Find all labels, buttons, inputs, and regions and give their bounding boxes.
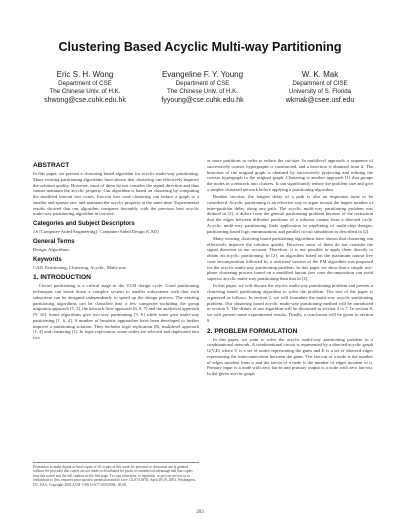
author-dept: Department of CISE bbox=[292, 80, 348, 87]
categories-heading: Categories and Subject Descriptors bbox=[33, 221, 135, 227]
author-2 bbox=[145, 70, 260, 106]
body-paragraph: Besides cut-size, the longest delay of a path is also an important issue to be considered. Acyclic partitioning is an effective way to argue toward the largest number of inter-partition delay along any path. The acyclic multi-way partitioning problem was defined in [2], it differs from the general partitioning problem because of the restriction that the edges between different partitions of a solution cannot form a directed cycle. Acyclic multi-way partitioning finds application in pipelining of multi-chip designs, partitioning based logic minimization, and parallel circuit simulation as described in [2]. bbox=[207, 194, 373, 234]
keywords-text: CAD, Partitioning, Clustering, Acyclic, Multi-way bbox=[33, 264, 127, 270]
right-column bbox=[207, 158, 373, 378]
terms-heading: General Terms bbox=[33, 238, 75, 245]
abstract-text: In this paper, we present a clustering based algorithm for acyclic multi-way partitioning. Many existing partitioning algorithms have shown that clustering can effectively improve the solution quality. However, most of them do not consider the signal direction and thus cannot maintain the acyclic property. Our algorithm is based on clustering by computing the modified fan-out free cones. Fan-out free cone clustering can reduce a graph to a smaller and sparser one, and maintain the acyclic property at the same time. Experimental results showed that our algorithm compares favorably with the previous best acyclic multi-way partitioning algorithm in cut-size. bbox=[33, 171, 199, 217]
section-1-heading: 1. INTRODUCTION bbox=[33, 274, 91, 282]
author-email: fyyoung@cse.cuhk.edu.hk bbox=[161, 97, 244, 104]
author-name: Eric S. H. Wong bbox=[56, 70, 114, 79]
author-dept: Department of CSE bbox=[175, 80, 230, 87]
author-3 bbox=[265, 70, 375, 106]
author-dept: Department of CSE bbox=[58, 80, 112, 87]
section-2-heading: 2. PROBLEM FORMULATION bbox=[207, 327, 298, 335]
author-inst: University of S. Florida bbox=[288, 88, 352, 95]
copyright-notice: Permission to make digital or hard copies of all or part of this work for personal or classroom use is granted without fee provided that copies are not made or distributed for profit or commercial advantage and that copies bear this notice and the full citation on the first page. To copy otherwise, to republish, to post on servers or to redistribute to lists, requires prior specific permission and/or a fee. GLSVLSI'03, April 28-29, 2003, Washington, DC, USA. Copyright 2003 ACM 1-58113-677-3/03/0004...$5.00. bbox=[33, 462, 199, 487]
categories-text: J.6 [Computer-Aided Engineering]: Computer-Aided Design (CAD) bbox=[33, 229, 159, 234]
section-1-paragraph: Circuit partitioning is a critical stage in the VLSI design cycle. Good partitioning techniques can break down a complex system to smaller subsystems such that each subsystem can be designed independently to speed up the design process. The existing partitioning algorithms can be classified into a few categories including the group migration approach [5, 3], the network flow approach [6, 6, 7] and the analytical approach [9, 10]. Some algorithms give two-way partitioning [5, 6] while some give multi-way partitioning [1, 6, 4]. A number of heuristic approaches have been developed to further improve a partitioning solution. They includes logic replication [8], multilevel approach [1, 4] and clustering [1]. In logic replication, some nodes are selected and duplicated into two bbox=[33, 283, 199, 340]
abstract-heading: ABSTRACT bbox=[33, 162, 70, 169]
author-inst: The Chinese Univ. of H.K. bbox=[166, 88, 239, 95]
author-email: shwong@cse.cuhk.edu.hk bbox=[44, 97, 126, 104]
author-name: Evangeline F. Y. Young bbox=[161, 70, 244, 79]
paper-title: Clustering Based Acyclic Multi-way Partitioning bbox=[58, 40, 342, 54]
author-1 bbox=[30, 70, 140, 106]
body-paragraph: or more partitions in order to reduce the cut-size. In multilevel approach, a sequence of successively coarser hypergraphs is constructed, and a bisection is obtained from it. The bisection of the original graph is obtained by successively projecting and refining the coarser hypergraph to the original graph. Clustering is another approach [1] that groups the nodes in a network into clusters. It can significantly reduce the problem size and give a simpler clustered network before applying a partitioning algorithm. bbox=[207, 158, 373, 192]
author-email: wkmak@csee.usf.edu bbox=[285, 97, 355, 104]
author-inst: The Chinese Univ. of H.K. bbox=[49, 88, 121, 95]
section-2-paragraph: In this paper, we want to solve the acyclic multi-way partitioning problem in a combinational network. A combinational circuit is represented by a directed acyclic graph G(V,E) where V is a set of nodes representing the gates and E is a set of directed edges representing the interconnections between the gates. The fan-out of a node is the number of edges incident from it and the fan-in of a node is the number of edges incident to it. Primary input is a node with zero fan-in and primary output is a node with zero fan-out. In the given acyclic graph bbox=[207, 336, 373, 376]
author-name: W. K. Mak bbox=[301, 70, 339, 79]
body-paragraph: Many existing clustering based partitioning algorithms have shown that clustering can effectively improve the solution quality. However, most of them do not consider the signal direction in our account. Therefore, it is not possible to apply them directly to obtain an acyclic partitioning. In [2], an algorithm based on the maximum fanout free cone decomposition followed by a restricted version of the FM algorithm was proposed for the acyclic multi-way partitioning problem. In this paper we show that a simple two-phase clustering process based on a modified fanout free cone decomposition can yield superior acyclic multi-way partitioning than that in [2]. bbox=[207, 235, 373, 281]
body-paragraph: In this paper, we will discuss the acyclic multi-way partitioning problem and present a clustering based partitioning algorithm to solve the problem. The rest of the paper is organized as follows. In section 2, we will formulate the multi-way acyclic partitioning problem. Our clustering based acyclic multi-way partitioning method will be introduced in section 3. The details of our algorithm will be discussed in section 4 to 7. In section 8, we will present some experimental results. Finally, a conclusion will be given in section 9. bbox=[207, 283, 373, 323]
left-column bbox=[33, 158, 199, 342]
keywords-heading: Keywords bbox=[33, 256, 62, 263]
page-number: 203 bbox=[196, 510, 204, 515]
terms-text: Design, Algorithms bbox=[33, 246, 69, 252]
